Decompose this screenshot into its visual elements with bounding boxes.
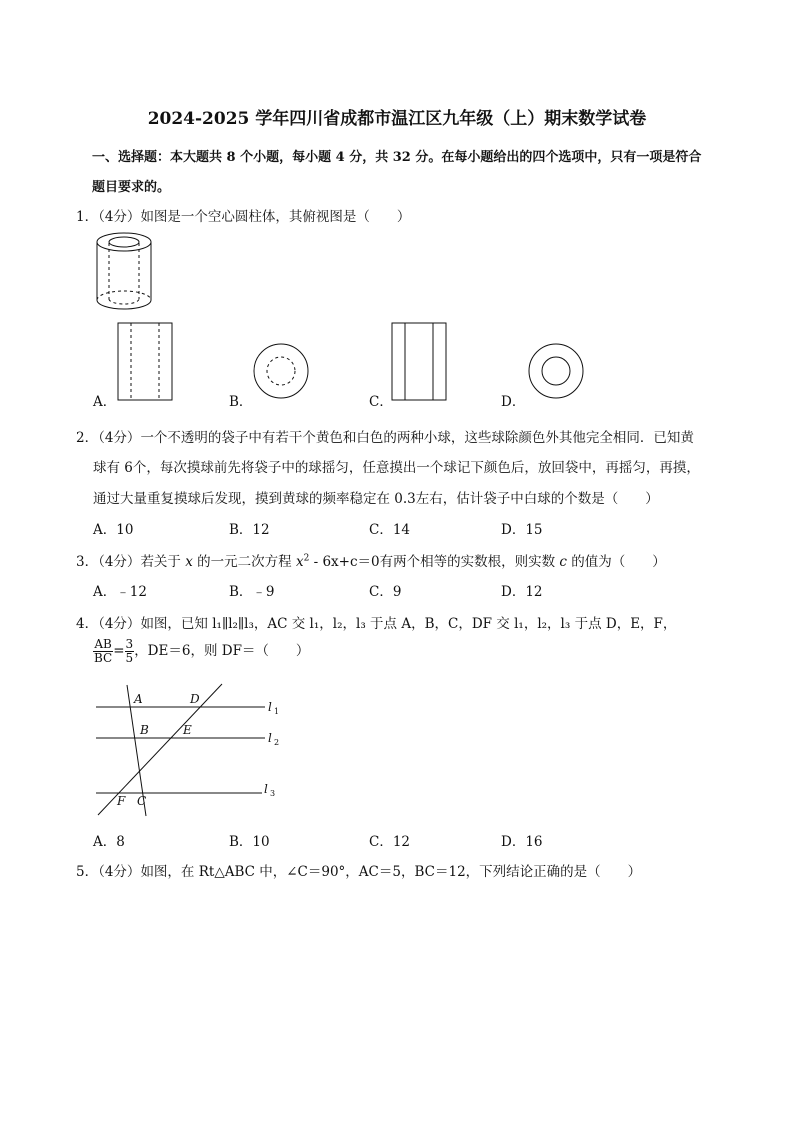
question-3-text-part3: 有两个相等的实数根，则实数	[379, 554, 560, 570]
q4-option-c: C．12	[369, 834, 411, 850]
question-3-equation-x: x	[295, 554, 304, 570]
line-l2-label: l	[268, 731, 272, 745]
question-2-text-line2: 球有 6个，每次摸球前先将袋子中的球摇匀，任意摸出一个球记下颜色后，放回袋中，再摇匀，再摸，	[93, 460, 700, 476]
question-1-text: 如图是一个空心圆柱体，其俯视图是（ ）	[140, 209, 411, 225]
question-5	[76, 860, 641, 880]
fraction-numerator-ab: AB	[94, 637, 112, 651]
fraction-denominator-bc: BC	[94, 651, 113, 665]
question-4-number: 4．	[76, 616, 99, 632]
question-3-number: 3．	[76, 554, 99, 570]
question-5-text: 如图，在 Rt△ABC 中，∠C＝90°，AC＝5，BC＝12，下列结论正确的是（ ）	[140, 864, 642, 880]
line-l3-subscript: 3	[270, 789, 276, 798]
question-3-var-c: c	[559, 554, 567, 570]
q3-option-c: C．9	[369, 584, 402, 600]
q4-option-b: B．10	[229, 834, 270, 850]
q1-option-c: C．	[369, 394, 393, 410]
point-a-label: A	[134, 692, 143, 706]
point-e-label: E	[183, 723, 192, 737]
q2-option-a: A．10	[93, 522, 134, 538]
question-3-score: （4分）	[98, 554, 141, 570]
question-4-text-line1: 如图，已知 l₁∥l₂∥l₃，AC 交 l₁，l₂，l₃ 于点 A，B，C，DF 交 l₁，l₂，l₃ 于点 D，E，F，	[140, 616, 677, 632]
q3-option-b: B．﹣9	[229, 584, 275, 600]
question-1-number: 1．	[76, 209, 99, 225]
question-4-text-line2: ，DE＝6，则 DF＝（ ）	[134, 643, 310, 659]
question-1-score: （4分）	[98, 209, 141, 225]
q3-option-d: D．12	[501, 584, 543, 600]
question-3-equation-exponent: 2	[303, 553, 310, 564]
q2-option-d: D．15	[501, 522, 543, 538]
point-f-label: F	[117, 794, 126, 808]
point-d-label: D	[190, 692, 200, 706]
page-title: 2024-2025 学年四川省成都市温江区九年级（上）期末数学试卷	[147, 109, 647, 129]
line-l1-subscript: 1	[274, 707, 280, 716]
q4-option-a: A．8	[93, 834, 125, 850]
section-instructions-line2: 题目要求的。	[92, 180, 171, 195]
question-2-text-line1: 一个不透明的袋子中有若干个黄色和白色的两种小球，这些球除颜色外其他完全相同．已知黄	[140, 430, 694, 446]
q3-option-a: A．﹣12	[93, 584, 147, 600]
question-3-text-part4: 的值为（ ）	[566, 554, 666, 570]
q2-option-b: B．12	[229, 522, 270, 538]
q2-option-c: C．14	[369, 522, 411, 538]
line-l3-label: l	[264, 782, 268, 796]
question-2-score: （4分）	[98, 430, 141, 446]
question-3-var-x: x	[185, 554, 193, 570]
fraction-equals: =	[113, 643, 125, 659]
section-instructions-line1: 一、选择题：本大题共 8 个小题，每小题 4 分，共 32 分。在每小题给出的四个选项中，只有一项是符合	[92, 150, 702, 165]
question-4-score: （4分）	[98, 616, 141, 632]
point-b-label: B	[140, 723, 149, 737]
q1-option-d: D．	[501, 394, 526, 410]
question-5-score: （4分）	[98, 864, 141, 880]
question-3-text-part2: 的一元二次方程	[192, 554, 296, 570]
question-3-text-part1: 若关于	[140, 554, 186, 570]
line-l1-label: l	[268, 700, 272, 714]
line-l2-subscript: 2	[274, 738, 280, 747]
fraction-numerator-3: 3	[125, 637, 134, 651]
question-5-number: 5．	[76, 864, 99, 880]
question-2-text-line3: 通过大量重复摸球后发现，摸到黄球的频率稳定在 0.3左右，估计袋子中白球的个数是（ ）	[93, 491, 659, 507]
fraction-denominator-5: 5	[125, 651, 134, 665]
question-2-number: 2．	[76, 430, 99, 446]
q4-option-d: D．16	[501, 834, 543, 850]
q1-option-a: A．	[93, 394, 117, 410]
q1-option-b: B．	[229, 394, 253, 410]
question-3-equation-rest: - 6x+c＝0	[309, 554, 380, 570]
point-c-label: C	[137, 794, 147, 808]
